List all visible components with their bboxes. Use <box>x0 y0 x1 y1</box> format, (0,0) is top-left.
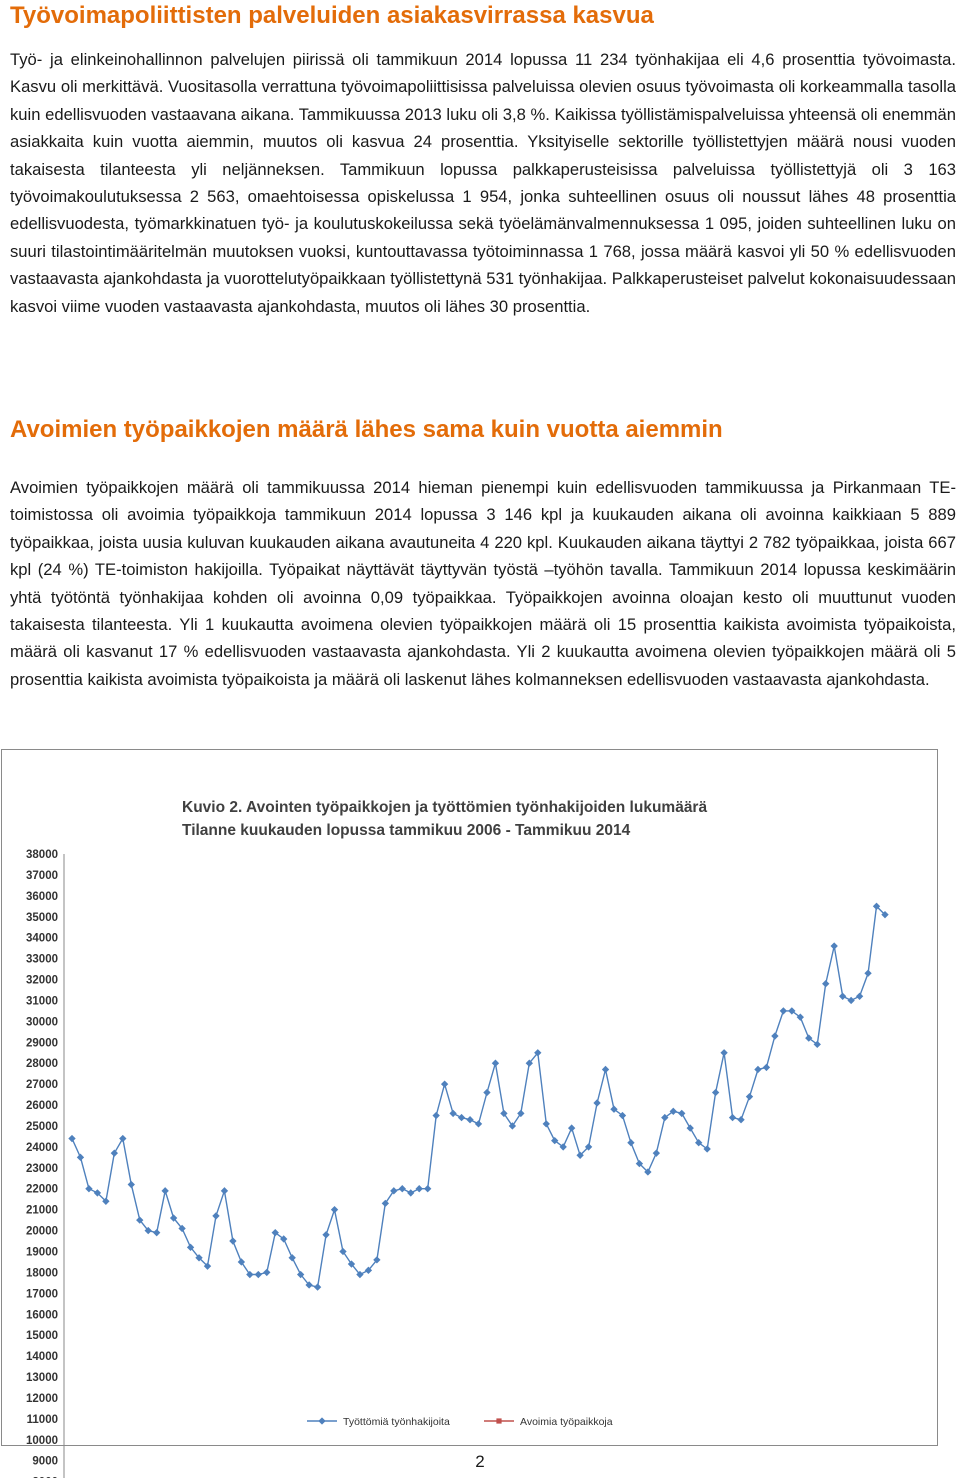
data-point <box>475 1120 482 1127</box>
data-point <box>229 1237 236 1244</box>
data-point <box>221 1187 228 1194</box>
data-point <box>780 1007 787 1014</box>
data-point <box>839 993 846 1000</box>
data-point <box>441 1080 448 1087</box>
data-point <box>627 1139 634 1146</box>
y-tick-label: 36000 <box>26 890 58 903</box>
data-point <box>763 1064 770 1071</box>
series-line-0 <box>72 906 885 1287</box>
chart-container <box>1 749 938 1468</box>
y-tick-label: 34000 <box>26 932 58 945</box>
data-point <box>746 1093 753 1100</box>
data-point <box>255 1271 262 1278</box>
data-point <box>492 1060 499 1067</box>
y-tick-label: 19000 <box>26 1246 58 1259</box>
data-point <box>331 1206 338 1213</box>
y-tick-label: 29000 <box>26 1037 58 1050</box>
legend-label: Avoimia työpaikkoja <box>520 1416 613 1428</box>
legend-marker <box>496 1418 501 1423</box>
paragraph-open-vacancies: Avoimien työpaikkojen määrä oli tammikuussa 2014 hieman pienempi kuin edellisvuoden tammikuussa ja Pirkanmaan TE-toimistossa oli avoimia työpaikkoja tammikuun 2014 lopussa 3 146 kpl ja kuukauden aikana oli avoinna kaikkiaan 5 889 työpaikkaa, joista uusia kuluvan kuukauden aikana avautuneita 4 220 kpl. Kuukauden aikana täyttyi 2 782 työpaikkaa, joista 667 kpl (24 %) TE-toimiston hakijoilla. Työpaikat näyttävät täyttyvän työstä –työhön tavalla. Tammikuun 2014 lopussa keskimäärin yhtä työtöntä työnhakijaa kohden oli avoinna 0,09 työpaikkaa. Työpaikkojen avoinna oloajan kesto oli muuttunut vuoden takaisesta tilanteesta. Yli 1 kuukautta avoimena olevien työpaikkojen määrä oli 15 prosenttia kaikista avoimista työpaikoista, määrä oli kasvanut 17 % edellisvuoden vastaavasta ajankohdasta. Yli 2 kuukautta avoimena olevien työpaikkojen määrä oli 5 prosenttia kaikista avoimista työpaikoista ja määrä oli laskenut lähes kolmanneksen edellisvuoden vastaavasta ajankohdasta. <box>10 478 956 689</box>
y-tick-label: 25000 <box>26 1120 58 1133</box>
y-tick-label: 32000 <box>26 974 58 987</box>
data-point <box>399 1185 406 1192</box>
data-point <box>153 1229 160 1236</box>
y-tick-label: 35000 <box>26 911 58 924</box>
data-point <box>432 1112 439 1119</box>
paragraph-client-flow: Työ- ja elinkeinohallinnon palvelujen piirissä oli tammikuun 2014 lopussa 11 234 työnhakijaa eli 4,6 prosenttia työvoimasta. Kasvu oli merkittävä. Vuositasolla verrattuna työvoimapoliittisissa palveluissa olevien osuus työvoimasta oli korkeammalla tasolla kuin edellisvuoden vastaavana aikana. Tammikuussa 2013 luku oli 3,8 %. Kaikissa työllistämispalveluissa yhteensä oli enemmän asiakkaita kuin vuotta aiemmin, muutos oli kasvua 24 prosenttia. Yksityiselle sektorille työllistettyjen määrä nousi vuoden takaisesta tilanteesta yli neljänneksen. Tammikuun lopussa palkkaperusteisissa palveluissa työllistettyjä oli 3 163 työvoimakoulutuksessa 2 563, omaehtoisessa opiskelussa 1 954, jonka suhteellinen osuus oli noussut lähes 48 prosenttia edellisvuodesta, työmarkkinatuen työ- ja koulutuskokeilussa sekä työelämänvalmennuksessa 1 095, joiden suhteellinen luku on suuri tilastointimääritelmän muutoksen vuoksi, kuntouttavassa työtoiminnassa 1 768, jossa määrä kasvoi yli 50 % edellisvuoden vastaavasta ajankohdasta ja vuorottelutyöpaikkaan työllistettynä 531 työnhakijaa. Palkkaperusteiset palvelut kokonaisuudessaan kasvoi viime vuoden vastaavasta ajankohdasta, muutos oli lähes 30 prosenttia. <box>10 50 956 316</box>
data-point <box>729 1114 736 1121</box>
y-tick-label: 17000 <box>26 1288 58 1301</box>
data-point <box>568 1124 575 1131</box>
y-tick-label: 28000 <box>26 1058 58 1071</box>
data-point <box>263 1269 270 1276</box>
section-heading-open-vacancies: Avoimien työpaikkojen määrä lähes sama kuin vuotta aiemmin <box>10 416 723 443</box>
data-point <box>382 1200 389 1207</box>
y-tick-label: 16000 <box>26 1309 58 1322</box>
data-point <box>653 1149 660 1156</box>
y-tick-label: 38000 <box>26 849 58 861</box>
data-point <box>77 1154 84 1161</box>
data-point <box>543 1120 550 1127</box>
y-tick-label: 13000 <box>26 1372 58 1385</box>
data-point <box>289 1254 296 1261</box>
y-tick-label: 20000 <box>26 1225 58 1238</box>
y-tick-label: 22000 <box>26 1183 58 1196</box>
y-tick-label: 15000 <box>26 1330 58 1343</box>
y-tick-label: 12000 <box>26 1392 58 1405</box>
data-point <box>212 1212 219 1219</box>
y-tick-label: 24000 <box>26 1141 58 1154</box>
data-point <box>864 970 871 977</box>
data-point <box>754 1066 761 1073</box>
data-point <box>68 1135 75 1142</box>
y-axis <box>26 849 64 1478</box>
data-point <box>424 1185 431 1192</box>
y-tick-label: 23000 <box>26 1162 58 1175</box>
data-point <box>483 1089 490 1096</box>
data-point <box>449 1110 456 1117</box>
y-tick-label: 18000 <box>26 1267 58 1280</box>
data-point <box>161 1187 168 1194</box>
y-tick-label: 27000 <box>26 1079 58 1092</box>
data-point <box>593 1099 600 1106</box>
data-point <box>238 1258 245 1265</box>
chart-title: Kuvio 2. Avointen työpaikkojen ja työttömien työnhakijoiden lukumäärä <box>182 799 708 816</box>
chart-subtitle: Tilanne kuukauden lopussa tammikuu 2006 - Tammikuu 2014 <box>182 822 631 839</box>
data-point <box>602 1066 609 1073</box>
data-point <box>416 1185 423 1192</box>
data-point <box>678 1110 685 1117</box>
data-point <box>831 942 838 949</box>
y-tick-label: 26000 <box>26 1100 58 1113</box>
series-layer <box>68 903 888 1478</box>
data-point <box>314 1283 321 1290</box>
legend <box>307 1416 613 1428</box>
y-tick-label: 30000 <box>26 1016 58 1029</box>
data-point <box>458 1114 465 1121</box>
y-tick-label: 11000 <box>26 1413 58 1426</box>
data-point <box>847 997 854 1004</box>
legend-marker <box>318 1417 325 1424</box>
data-point <box>687 1124 694 1131</box>
y-tick-label: 21000 <box>26 1204 58 1217</box>
y-tick-label: 10000 <box>26 1434 58 1447</box>
y-tick-label: 9000 <box>32 1455 58 1468</box>
y-tick-label: 33000 <box>26 953 58 966</box>
data-point <box>771 1032 778 1039</box>
y-tick-label: 37000 <box>26 869 58 882</box>
data-point <box>85 1185 92 1192</box>
section-heading-client-flow: Työvoimapoliittisten palveluiden asiakasvirrassa kasvua <box>10 2 654 29</box>
data-point <box>712 1089 719 1096</box>
data-point <box>466 1116 473 1123</box>
data-point <box>737 1116 744 1123</box>
data-point <box>856 993 863 1000</box>
data-point <box>111 1149 118 1156</box>
legend-label: Työttömiä työnhakijoita <box>343 1416 450 1428</box>
data-point <box>407 1189 414 1196</box>
data-point <box>720 1049 727 1056</box>
data-point <box>822 980 829 987</box>
page-number: 2 <box>475 1452 485 1471</box>
line-chart <box>2 750 937 1468</box>
data-point <box>119 1135 126 1142</box>
y-tick-label: 31000 <box>26 995 58 1008</box>
data-point <box>322 1231 329 1238</box>
data-point <box>128 1181 135 1188</box>
y-tick-label: 14000 <box>26 1351 58 1364</box>
